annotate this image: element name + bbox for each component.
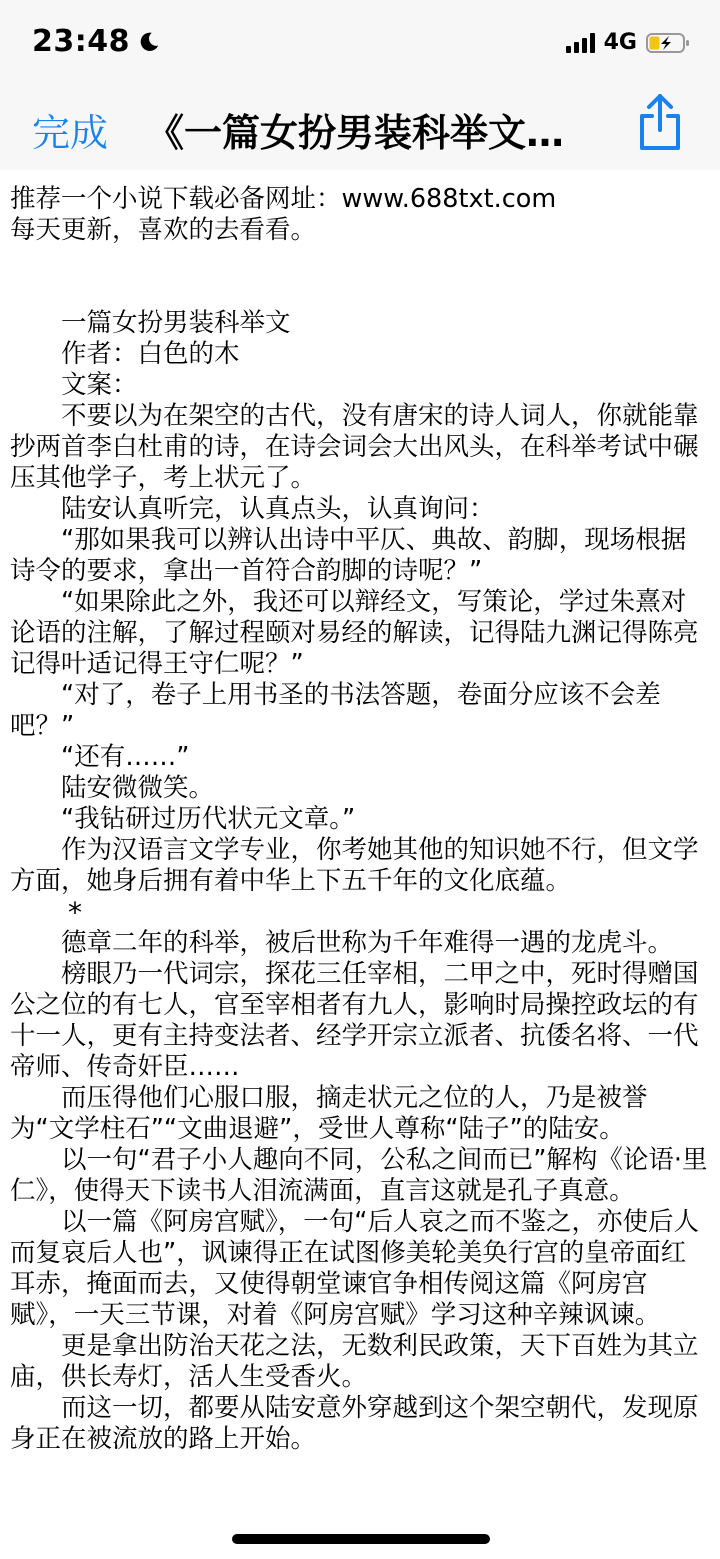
paragraph: “如果除此之外，我还可以辩经文，写策论，学过朱熹对论语的注解，了解过程颐对易经的解读，记得陆九渊记得陈亮记得叶适记得王守仁呢？” bbox=[10, 587, 699, 679]
paragraph: 每天更新，喜欢的去看看。 bbox=[10, 215, 317, 245]
done-button[interactable]: 完成 bbox=[32, 111, 109, 155]
paragraph: 而这一切，都要从陆安意外穿越到这个架空朝代，发现原身正在被流放的路上开始。 bbox=[10, 1393, 699, 1454]
top-chrome bbox=[0, 0, 720, 171]
battery-charging-icon bbox=[646, 33, 690, 53]
status-bar bbox=[0, 0, 720, 88]
paragraph: 更是拿出防治天花之法，无数利民政策，天下百姓为其立庙，供长寿灯，活人生受香火。 bbox=[10, 1331, 699, 1392]
home-indicator[interactable] bbox=[232, 1534, 490, 1544]
paragraph: “对了，卷子上用书圣的书法答题，卷面分应该不会差吧？” bbox=[10, 680, 661, 741]
author-line: 作者：白色的木 bbox=[61, 339, 240, 369]
status-indicators bbox=[566, 30, 690, 55]
paragraph: 作为汉语言文学专业，你考她其他的知识她不行，但文学方面，她身后拥有着中华上下五千年的文化底蕴。 bbox=[10, 835, 699, 896]
paragraph: 陆安微微笑。 bbox=[61, 773, 215, 803]
status-time bbox=[32, 24, 160, 59]
document-content[interactable] bbox=[0, 170, 720, 1559]
paragraph: 德章二年的科举，被后世称为千年难得一遇的龙虎斗。 bbox=[61, 928, 674, 958]
paragraph: 推荐一个小说下载必备网址：www.688txt.com bbox=[10, 184, 557, 214]
share-icon[interactable] bbox=[636, 92, 684, 152]
paragraph: 以一篇《阿房宫赋》，一句“后人哀之而不鉴之，亦使后人而复哀后人也”，讽谏得正在试图修美轮美奂行宫的皇帝面红耳赤，掩面而去，又使得朝堂谏官争相传阅这篇《阿房宫赋》，一天三节课，对着《阿房宫赋》学习这种辛辣讽谏。 bbox=[10, 1207, 699, 1330]
signal-icon bbox=[566, 33, 595, 53]
paragraph: 不要以为在架空的古代，没有唐宋的诗人词人，你就能靠抄两首李白杜甫的诗，在诗会词会大出风头，在科举考试中碾压其他学子，考上状元了。 bbox=[10, 401, 699, 493]
book-title: 一篇女扮男装科举文 bbox=[61, 308, 291, 338]
paragraph: 而压得他们心服口服，摘走状元之位的人，乃是被誉为“文学柱石”“文曲退避”，受世人尊称“陆子”的陆安。 bbox=[10, 1083, 648, 1144]
paragraph: 以一句“君子小人趣向不同，公私之间而已”解构《论语·里仁》，使得天下读书人泪流满面，直言这就是孔子真意。 bbox=[10, 1145, 708, 1206]
paragraph: 陆安认真听完，认真点头，认真询问： bbox=[61, 494, 495, 524]
section-separator: * bbox=[68, 896, 82, 929]
document-title: 《一篇女扮男装科举文… bbox=[146, 111, 565, 155]
moon-icon bbox=[138, 31, 160, 53]
paragraph: 榜眼乃一代词宗，探花三任宰相，二甲之中，死时得赠国公之位的有七人，官至宰相者有九人，影响时局操控政坛的有十一人，更有主持变法者、经学开宗立派者、抗倭名将、一代帝师、传奇奸臣…… bbox=[10, 959, 699, 1082]
blank-line bbox=[10, 246, 710, 308]
paragraph: “那如果我可以辨认出诗中平仄、典故、韵脚，现场根据诗令的要求，拿出一首符合韵脚的诗呢？” bbox=[10, 525, 687, 586]
paragraph: “还有……” bbox=[61, 742, 190, 772]
document-text bbox=[0, 170, 720, 1455]
navigation-bar bbox=[0, 88, 720, 170]
status-time-text: 23:48 bbox=[32, 24, 130, 59]
network-type: 4G bbox=[603, 30, 637, 55]
synopsis-heading: 文案： bbox=[61, 370, 138, 400]
paragraph: “我钻研过历代状元文章。” bbox=[61, 804, 356, 834]
